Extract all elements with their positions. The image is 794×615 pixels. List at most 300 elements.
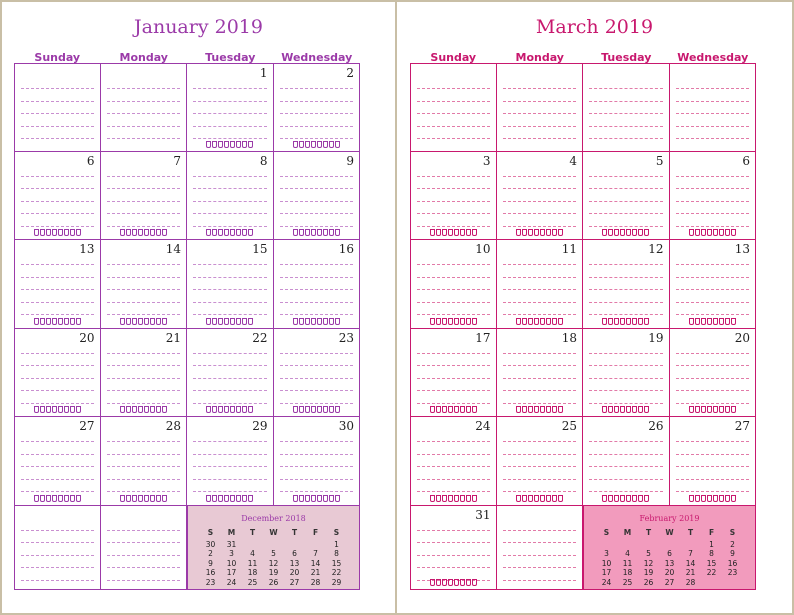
day-cell[interactable] bbox=[187, 152, 274, 241]
tracker-cup-icon[interactable] bbox=[614, 406, 619, 413]
tracker-cup-icon[interactable] bbox=[472, 495, 477, 502]
tracker-cup-icon[interactable] bbox=[454, 579, 459, 586]
tracker-cup-icon[interactable] bbox=[436, 318, 441, 325]
tracker-cup-icon[interactable] bbox=[454, 495, 459, 502]
water-tracker[interactable] bbox=[497, 406, 583, 413]
day-cell[interactable] bbox=[14, 63, 101, 152]
tracker-cup-icon[interactable] bbox=[248, 495, 253, 502]
tracker-cup-icon[interactable] bbox=[305, 495, 310, 502]
tracker-cup-icon[interactable] bbox=[76, 406, 81, 413]
tracker-cup-icon[interactable] bbox=[293, 229, 298, 236]
tracker-cup-icon[interactable] bbox=[335, 229, 340, 236]
tracker-cup-icon[interactable] bbox=[436, 229, 441, 236]
tracker-cup-icon[interactable] bbox=[558, 318, 563, 325]
tracker-cup-icon[interactable] bbox=[305, 406, 310, 413]
tracker-cup-icon[interactable] bbox=[120, 318, 125, 325]
tracker-cup-icon[interactable] bbox=[323, 229, 328, 236]
tracker-cup-icon[interactable] bbox=[224, 406, 229, 413]
day-cell[interactable] bbox=[101, 240, 188, 329]
tracker-cup-icon[interactable] bbox=[236, 318, 241, 325]
tracker-cup-icon[interactable] bbox=[248, 406, 253, 413]
tracker-cup-icon[interactable] bbox=[546, 406, 551, 413]
tracker-cup-icon[interactable] bbox=[242, 406, 247, 413]
tracker-cup-icon[interactable] bbox=[218, 141, 223, 148]
tracker-cup-icon[interactable] bbox=[522, 406, 527, 413]
tracker-cup-icon[interactable] bbox=[58, 229, 63, 236]
tracker-cup-icon[interactable] bbox=[602, 229, 607, 236]
tracker-cup-icon[interactable] bbox=[46, 406, 51, 413]
tracker-cup-icon[interactable] bbox=[70, 229, 75, 236]
day-cell[interactable] bbox=[101, 506, 188, 590]
tracker-cup-icon[interactable] bbox=[144, 318, 149, 325]
day-cell[interactable] bbox=[14, 240, 101, 329]
tracker-cup-icon[interactable] bbox=[731, 406, 736, 413]
tracker-cup-icon[interactable] bbox=[52, 406, 57, 413]
tracker-cup-icon[interactable] bbox=[701, 318, 706, 325]
tracker-cup-icon[interactable] bbox=[126, 318, 131, 325]
tracker-cup-icon[interactable] bbox=[329, 406, 334, 413]
tracker-cup-icon[interactable] bbox=[230, 141, 235, 148]
tracker-cup-icon[interactable] bbox=[436, 495, 441, 502]
tracker-cup-icon[interactable] bbox=[516, 318, 521, 325]
tracker-cup-icon[interactable] bbox=[317, 495, 322, 502]
water-tracker[interactable] bbox=[583, 406, 669, 413]
tracker-cup-icon[interactable] bbox=[632, 406, 637, 413]
tracker-cup-icon[interactable] bbox=[206, 229, 211, 236]
day-cell[interactable] bbox=[187, 417, 274, 506]
tracker-cup-icon[interactable] bbox=[731, 495, 736, 502]
tracker-cup-icon[interactable] bbox=[34, 229, 39, 236]
tracker-cup-icon[interactable] bbox=[695, 495, 700, 502]
tracker-cup-icon[interactable] bbox=[632, 495, 637, 502]
tracker-cup-icon[interactable] bbox=[236, 229, 241, 236]
day-cell[interactable] bbox=[274, 63, 361, 152]
tracker-cup-icon[interactable] bbox=[725, 406, 730, 413]
tracker-cup-icon[interactable] bbox=[230, 495, 235, 502]
day-cell[interactable] bbox=[583, 152, 670, 241]
day-cell[interactable] bbox=[101, 152, 188, 241]
tracker-cup-icon[interactable] bbox=[460, 318, 465, 325]
tracker-cup-icon[interactable] bbox=[522, 229, 527, 236]
tracker-cup-icon[interactable] bbox=[719, 495, 724, 502]
tracker-cup-icon[interactable] bbox=[558, 495, 563, 502]
tracker-cup-icon[interactable] bbox=[40, 229, 45, 236]
tracker-cup-icon[interactable] bbox=[626, 229, 631, 236]
tracker-cup-icon[interactable] bbox=[701, 495, 706, 502]
tracker-cup-icon[interactable] bbox=[638, 229, 643, 236]
tracker-cup-icon[interactable] bbox=[430, 318, 435, 325]
tracker-cup-icon[interactable] bbox=[632, 229, 637, 236]
tracker-cup-icon[interactable] bbox=[466, 229, 471, 236]
water-tracker[interactable] bbox=[187, 318, 273, 325]
tracker-cup-icon[interactable] bbox=[224, 229, 229, 236]
tracker-cup-icon[interactable] bbox=[230, 318, 235, 325]
day-cell[interactable] bbox=[274, 240, 361, 329]
tracker-cup-icon[interactable] bbox=[644, 318, 649, 325]
tracker-cup-icon[interactable] bbox=[323, 141, 328, 148]
water-tracker[interactable] bbox=[101, 406, 187, 413]
tracker-cup-icon[interactable] bbox=[162, 495, 167, 502]
water-tracker[interactable] bbox=[583, 495, 669, 502]
tracker-cup-icon[interactable] bbox=[76, 495, 81, 502]
tracker-cup-icon[interactable] bbox=[608, 495, 613, 502]
tracker-cup-icon[interactable] bbox=[460, 406, 465, 413]
water-tracker[interactable] bbox=[497, 318, 583, 325]
day-cell[interactable] bbox=[670, 329, 757, 418]
day-cell[interactable] bbox=[14, 329, 101, 418]
water-tracker[interactable] bbox=[411, 579, 496, 586]
water-tracker[interactable] bbox=[187, 141, 273, 148]
tracker-cup-icon[interactable] bbox=[546, 318, 551, 325]
day-cell[interactable] bbox=[583, 240, 670, 329]
tracker-cup-icon[interactable] bbox=[138, 229, 143, 236]
tracker-cup-icon[interactable] bbox=[58, 318, 63, 325]
tracker-cup-icon[interactable] bbox=[460, 229, 465, 236]
tracker-cup-icon[interactable] bbox=[436, 579, 441, 586]
tracker-cup-icon[interactable] bbox=[707, 406, 712, 413]
tracker-cup-icon[interactable] bbox=[212, 229, 217, 236]
tracker-cup-icon[interactable] bbox=[534, 495, 539, 502]
tracker-cup-icon[interactable] bbox=[540, 495, 545, 502]
tracker-cup-icon[interactable] bbox=[713, 318, 718, 325]
tracker-cup-icon[interactable] bbox=[731, 318, 736, 325]
tracker-cup-icon[interactable] bbox=[230, 406, 235, 413]
water-tracker[interactable] bbox=[411, 495, 496, 502]
tracker-cup-icon[interactable] bbox=[299, 318, 304, 325]
day-cell[interactable] bbox=[410, 63, 497, 152]
day-cell[interactable] bbox=[187, 329, 274, 418]
tracker-cup-icon[interactable] bbox=[707, 495, 712, 502]
tracker-cup-icon[interactable] bbox=[466, 495, 471, 502]
tracker-cup-icon[interactable] bbox=[138, 495, 143, 502]
day-cell[interactable] bbox=[410, 152, 497, 241]
tracker-cup-icon[interactable] bbox=[602, 318, 607, 325]
tracker-cup-icon[interactable] bbox=[305, 318, 310, 325]
tracker-cup-icon[interactable] bbox=[620, 406, 625, 413]
tracker-cup-icon[interactable] bbox=[242, 141, 247, 148]
tracker-cup-icon[interactable] bbox=[614, 229, 619, 236]
tracker-cup-icon[interactable] bbox=[448, 495, 453, 502]
water-tracker[interactable] bbox=[187, 495, 273, 502]
tracker-cup-icon[interactable] bbox=[40, 318, 45, 325]
tracker-cup-icon[interactable] bbox=[206, 495, 211, 502]
tracker-cup-icon[interactable] bbox=[552, 495, 557, 502]
tracker-cup-icon[interactable] bbox=[546, 495, 551, 502]
tracker-cup-icon[interactable] bbox=[248, 229, 253, 236]
tracker-cup-icon[interactable] bbox=[695, 229, 700, 236]
day-cell[interactable] bbox=[410, 329, 497, 418]
tracker-cup-icon[interactable] bbox=[218, 495, 223, 502]
tracker-cup-icon[interactable] bbox=[442, 406, 447, 413]
tracker-cup-icon[interactable] bbox=[242, 229, 247, 236]
tracker-cup-icon[interactable] bbox=[534, 406, 539, 413]
day-cell[interactable] bbox=[274, 329, 361, 418]
tracker-cup-icon[interactable] bbox=[731, 229, 736, 236]
water-tracker[interactable] bbox=[274, 495, 360, 502]
tracker-cup-icon[interactable] bbox=[58, 495, 63, 502]
tracker-cup-icon[interactable] bbox=[472, 229, 477, 236]
tracker-cup-icon[interactable] bbox=[713, 229, 718, 236]
tracker-cup-icon[interactable] bbox=[558, 229, 563, 236]
tracker-cup-icon[interactable] bbox=[212, 406, 217, 413]
tracker-cup-icon[interactable] bbox=[522, 495, 527, 502]
tracker-cup-icon[interactable] bbox=[602, 406, 607, 413]
day-cell[interactable] bbox=[670, 417, 757, 506]
tracker-cup-icon[interactable] bbox=[156, 406, 161, 413]
tracker-cup-icon[interactable] bbox=[552, 406, 557, 413]
day-cell[interactable] bbox=[14, 152, 101, 241]
tracker-cup-icon[interactable] bbox=[120, 495, 125, 502]
tracker-cup-icon[interactable] bbox=[150, 406, 155, 413]
tracker-cup-icon[interactable] bbox=[466, 318, 471, 325]
tracker-cup-icon[interactable] bbox=[317, 318, 322, 325]
tracker-cup-icon[interactable] bbox=[701, 406, 706, 413]
tracker-cup-icon[interactable] bbox=[236, 141, 241, 148]
tracker-cup-icon[interactable] bbox=[620, 318, 625, 325]
tracker-cup-icon[interactable] bbox=[156, 229, 161, 236]
tracker-cup-icon[interactable] bbox=[472, 406, 477, 413]
tracker-cup-icon[interactable] bbox=[614, 495, 619, 502]
day-cell[interactable] bbox=[274, 152, 361, 241]
water-tracker[interactable] bbox=[187, 229, 273, 236]
water-tracker[interactable] bbox=[101, 318, 187, 325]
tracker-cup-icon[interactable] bbox=[516, 495, 521, 502]
tracker-cup-icon[interactable] bbox=[442, 229, 447, 236]
water-tracker[interactable] bbox=[15, 318, 100, 325]
tracker-cup-icon[interactable] bbox=[719, 318, 724, 325]
day-cell[interactable] bbox=[410, 240, 497, 329]
tracker-cup-icon[interactable] bbox=[40, 495, 45, 502]
tracker-cup-icon[interactable] bbox=[64, 495, 69, 502]
tracker-cup-icon[interactable] bbox=[150, 318, 155, 325]
tracker-cup-icon[interactable] bbox=[76, 229, 81, 236]
tracker-cup-icon[interactable] bbox=[162, 318, 167, 325]
tracker-cup-icon[interactable] bbox=[299, 406, 304, 413]
day-cell[interactable] bbox=[410, 506, 497, 590]
tracker-cup-icon[interactable] bbox=[206, 318, 211, 325]
day-cell[interactable] bbox=[497, 506, 584, 590]
tracker-cup-icon[interactable] bbox=[329, 495, 334, 502]
tracker-cup-icon[interactable] bbox=[620, 229, 625, 236]
water-tracker[interactable] bbox=[670, 406, 756, 413]
tracker-cup-icon[interactable] bbox=[329, 141, 334, 148]
tracker-cup-icon[interactable] bbox=[644, 495, 649, 502]
day-cell[interactable] bbox=[497, 240, 584, 329]
day-cell[interactable] bbox=[583, 417, 670, 506]
tracker-cup-icon[interactable] bbox=[516, 406, 521, 413]
tracker-cup-icon[interactable] bbox=[540, 229, 545, 236]
tracker-cup-icon[interactable] bbox=[528, 229, 533, 236]
tracker-cup-icon[interactable] bbox=[323, 495, 328, 502]
water-tracker[interactable] bbox=[187, 406, 273, 413]
tracker-cup-icon[interactable] bbox=[299, 141, 304, 148]
day-cell[interactable] bbox=[14, 417, 101, 506]
day-cell[interactable] bbox=[497, 152, 584, 241]
tracker-cup-icon[interactable] bbox=[430, 406, 435, 413]
tracker-cup-icon[interactable] bbox=[34, 495, 39, 502]
tracker-cup-icon[interactable] bbox=[454, 406, 459, 413]
tracker-cup-icon[interactable] bbox=[305, 229, 310, 236]
tracker-cup-icon[interactable] bbox=[293, 141, 298, 148]
tracker-cup-icon[interactable] bbox=[329, 318, 334, 325]
tracker-cup-icon[interactable] bbox=[436, 406, 441, 413]
tracker-cup-icon[interactable] bbox=[725, 318, 730, 325]
tracker-cup-icon[interactable] bbox=[317, 406, 322, 413]
tracker-cup-icon[interactable] bbox=[120, 229, 125, 236]
tracker-cup-icon[interactable] bbox=[156, 318, 161, 325]
day-cell[interactable] bbox=[670, 63, 757, 152]
tracker-cup-icon[interactable] bbox=[707, 229, 712, 236]
tracker-cup-icon[interactable] bbox=[448, 318, 453, 325]
water-tracker[interactable] bbox=[274, 318, 360, 325]
tracker-cup-icon[interactable] bbox=[540, 406, 545, 413]
water-tracker[interactable] bbox=[101, 229, 187, 236]
tracker-cup-icon[interactable] bbox=[242, 318, 247, 325]
tracker-cup-icon[interactable] bbox=[472, 579, 477, 586]
tracker-cup-icon[interactable] bbox=[442, 318, 447, 325]
day-cell[interactable] bbox=[187, 240, 274, 329]
tracker-cup-icon[interactable] bbox=[540, 318, 545, 325]
tracker-cup-icon[interactable] bbox=[552, 229, 557, 236]
tracker-cup-icon[interactable] bbox=[460, 579, 465, 586]
tracker-cup-icon[interactable] bbox=[224, 495, 229, 502]
tracker-cup-icon[interactable] bbox=[430, 229, 435, 236]
tracker-cup-icon[interactable] bbox=[528, 406, 533, 413]
tracker-cup-icon[interactable] bbox=[695, 318, 700, 325]
tracker-cup-icon[interactable] bbox=[299, 495, 304, 502]
tracker-cup-icon[interactable] bbox=[144, 495, 149, 502]
tracker-cup-icon[interactable] bbox=[242, 495, 247, 502]
water-tracker[interactable] bbox=[411, 318, 496, 325]
day-cell[interactable] bbox=[187, 63, 274, 152]
tracker-cup-icon[interactable] bbox=[448, 579, 453, 586]
tracker-cup-icon[interactable] bbox=[46, 495, 51, 502]
tracker-cup-icon[interactable] bbox=[34, 406, 39, 413]
tracker-cup-icon[interactable] bbox=[614, 318, 619, 325]
tracker-cup-icon[interactable] bbox=[448, 406, 453, 413]
tracker-cup-icon[interactable] bbox=[558, 406, 563, 413]
tracker-cup-icon[interactable] bbox=[311, 406, 316, 413]
tracker-cup-icon[interactable] bbox=[248, 318, 253, 325]
tracker-cup-icon[interactable] bbox=[311, 318, 316, 325]
tracker-cup-icon[interactable] bbox=[689, 406, 694, 413]
water-tracker[interactable] bbox=[497, 229, 583, 236]
tracker-cup-icon[interactable] bbox=[224, 318, 229, 325]
tracker-cup-icon[interactable] bbox=[230, 229, 235, 236]
tracker-cup-icon[interactable] bbox=[52, 318, 57, 325]
tracker-cup-icon[interactable] bbox=[70, 318, 75, 325]
tracker-cup-icon[interactable] bbox=[70, 406, 75, 413]
tracker-cup-icon[interactable] bbox=[70, 495, 75, 502]
tracker-cup-icon[interactable] bbox=[335, 141, 340, 148]
tracker-cup-icon[interactable] bbox=[626, 406, 631, 413]
tracker-cup-icon[interactable] bbox=[329, 229, 334, 236]
tracker-cup-icon[interactable] bbox=[311, 495, 316, 502]
tracker-cup-icon[interactable] bbox=[126, 229, 131, 236]
day-cell[interactable] bbox=[410, 417, 497, 506]
tracker-cup-icon[interactable] bbox=[528, 318, 533, 325]
tracker-cup-icon[interactable] bbox=[713, 495, 718, 502]
tracker-cup-icon[interactable] bbox=[150, 495, 155, 502]
tracker-cup-icon[interactable] bbox=[138, 406, 143, 413]
tracker-cup-icon[interactable] bbox=[162, 406, 167, 413]
tracker-cup-icon[interactable] bbox=[442, 495, 447, 502]
tracker-cup-icon[interactable] bbox=[34, 318, 39, 325]
water-tracker[interactable] bbox=[583, 318, 669, 325]
tracker-cup-icon[interactable] bbox=[126, 406, 131, 413]
tracker-cup-icon[interactable] bbox=[311, 229, 316, 236]
day-cell[interactable] bbox=[583, 63, 670, 152]
tracker-cup-icon[interactable] bbox=[725, 229, 730, 236]
tracker-cup-icon[interactable] bbox=[132, 495, 137, 502]
tracker-cup-icon[interactable] bbox=[546, 229, 551, 236]
tracker-cup-icon[interactable] bbox=[305, 141, 310, 148]
tracker-cup-icon[interactable] bbox=[248, 141, 253, 148]
tracker-cup-icon[interactable] bbox=[317, 141, 322, 148]
tracker-cup-icon[interactable] bbox=[323, 318, 328, 325]
tracker-cup-icon[interactable] bbox=[707, 318, 712, 325]
water-tracker[interactable] bbox=[670, 318, 756, 325]
tracker-cup-icon[interactable] bbox=[689, 229, 694, 236]
water-tracker[interactable] bbox=[15, 406, 100, 413]
tracker-cup-icon[interactable] bbox=[608, 406, 613, 413]
day-cell[interactable] bbox=[101, 63, 188, 152]
tracker-cup-icon[interactable] bbox=[162, 229, 167, 236]
tracker-cup-icon[interactable] bbox=[52, 229, 57, 236]
tracker-cup-icon[interactable] bbox=[695, 406, 700, 413]
tracker-cup-icon[interactable] bbox=[454, 229, 459, 236]
water-tracker[interactable] bbox=[670, 495, 756, 502]
tracker-cup-icon[interactable] bbox=[701, 229, 706, 236]
tracker-cup-icon[interactable] bbox=[299, 229, 304, 236]
water-tracker[interactable] bbox=[670, 229, 756, 236]
tracker-cup-icon[interactable] bbox=[138, 318, 143, 325]
tracker-cup-icon[interactable] bbox=[430, 579, 435, 586]
tracker-cup-icon[interactable] bbox=[335, 406, 340, 413]
tracker-cup-icon[interactable] bbox=[58, 406, 63, 413]
tracker-cup-icon[interactable] bbox=[713, 406, 718, 413]
day-cell[interactable] bbox=[670, 152, 757, 241]
tracker-cup-icon[interactable] bbox=[454, 318, 459, 325]
tracker-cup-icon[interactable] bbox=[335, 495, 340, 502]
day-cell[interactable] bbox=[497, 63, 584, 152]
day-cell[interactable] bbox=[497, 329, 584, 418]
day-cell[interactable] bbox=[101, 329, 188, 418]
water-tracker[interactable] bbox=[274, 229, 360, 236]
day-cell[interactable] bbox=[497, 417, 584, 506]
tracker-cup-icon[interactable] bbox=[335, 318, 340, 325]
tracker-cup-icon[interactable] bbox=[46, 229, 51, 236]
tracker-cup-icon[interactable] bbox=[460, 495, 465, 502]
tracker-cup-icon[interactable] bbox=[644, 229, 649, 236]
tracker-cup-icon[interactable] bbox=[126, 495, 131, 502]
tracker-cup-icon[interactable] bbox=[602, 495, 607, 502]
tracker-cup-icon[interactable] bbox=[156, 495, 161, 502]
tracker-cup-icon[interactable] bbox=[132, 406, 137, 413]
tracker-cup-icon[interactable] bbox=[534, 318, 539, 325]
tracker-cup-icon[interactable] bbox=[46, 318, 51, 325]
tracker-cup-icon[interactable] bbox=[76, 318, 81, 325]
tracker-cup-icon[interactable] bbox=[218, 406, 223, 413]
tracker-cup-icon[interactable] bbox=[442, 579, 447, 586]
tracker-cup-icon[interactable] bbox=[430, 495, 435, 502]
tracker-cup-icon[interactable] bbox=[218, 318, 223, 325]
tracker-cup-icon[interactable] bbox=[466, 579, 471, 586]
water-tracker[interactable] bbox=[583, 229, 669, 236]
tracker-cup-icon[interactable] bbox=[620, 495, 625, 502]
tracker-cup-icon[interactable] bbox=[293, 406, 298, 413]
water-tracker[interactable] bbox=[497, 495, 583, 502]
